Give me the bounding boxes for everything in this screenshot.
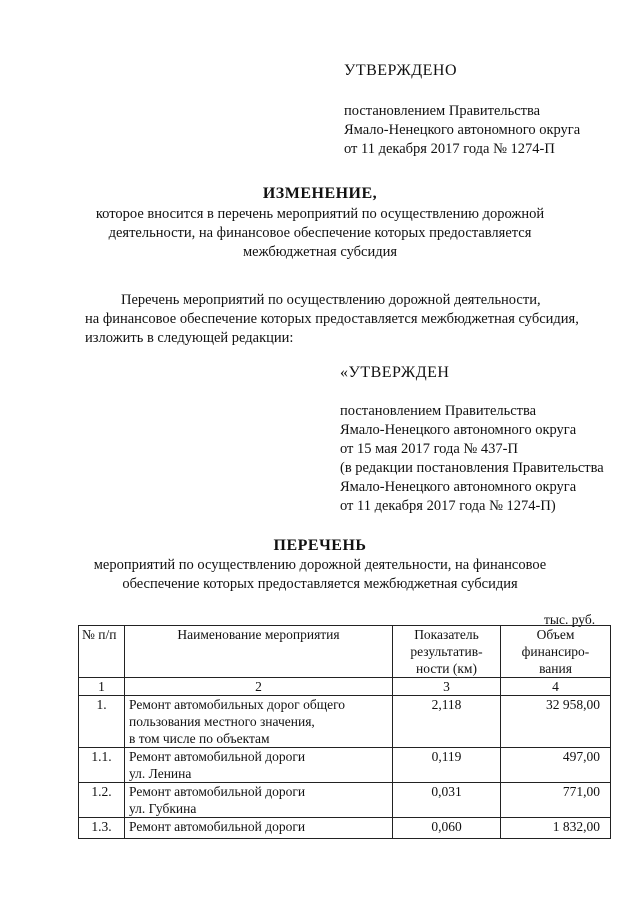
column-number-row (79, 678, 611, 696)
approved2-line: от 15 мая 2017 года № 437-П (340, 441, 518, 457)
table-unit-caption: тыс. руб. (544, 612, 596, 627)
header-indicator (393, 626, 501, 678)
change-subtitle-line: которое вносится в перечень мероприятий по осуществлению дорожной (95, 206, 545, 222)
row-name (125, 783, 393, 818)
row-volume: 771,00 (501, 783, 611, 818)
row-name-line: Ремонт автомобильных дорог общего (129, 697, 346, 712)
row-name-line: в том числе по объектам (129, 731, 270, 746)
column-number: 3 (393, 678, 501, 696)
header-indicator-line: результатив- (410, 644, 483, 659)
column-number: 2 (125, 678, 393, 696)
change-subtitle-line: межбюджетная субсидия (242, 244, 398, 260)
row-name-line: пользования местного значения, (129, 714, 315, 729)
table-row (79, 696, 611, 748)
list-title: ПЕРЕЧЕНЬ (273, 537, 367, 554)
approved2-line: постановлением Правительства (340, 403, 537, 419)
row-num: 1.1. (79, 748, 125, 783)
paragraph-line: на финансовое обеспечение которых предоставляется межбюджетная субсидия, (85, 311, 579, 327)
table-row (79, 748, 611, 783)
approved2-line: от 11 декабря 2017 года № 1274-П) (340, 498, 556, 514)
header-volume-line: Объем (536, 627, 575, 642)
approved2-line: Ямало-Ненецкого автономного округа (340, 479, 577, 495)
approved-title: УТВЕРЖДЕНО (344, 62, 458, 79)
row-indicator: 0,060 (393, 818, 501, 839)
approved2-line: (в редакции постановления Правительства (340, 460, 604, 476)
header-indicator-line: Показатель (414, 627, 479, 642)
header-volume-line: финансиро- (521, 644, 590, 659)
header-name: Наименование мероприятия (125, 626, 393, 678)
row-name-line: Ремонт автомобильной дороги (129, 819, 306, 834)
paragraph-line: изложить в следующей редакции: (85, 330, 294, 346)
row-indicator: 0,031 (393, 783, 501, 818)
table-row (79, 818, 611, 839)
list-subtitle-line: мероприятий по осуществлению дорожной деятельности, на финансовое (93, 557, 547, 573)
header-indicator-line: ности (км) (416, 661, 477, 676)
row-volume: 1 832,00 (501, 818, 611, 839)
column-number: 1 (79, 678, 125, 696)
row-name-line: Ремонт автомобильной дороги (129, 749, 306, 764)
approved2-title: «УТВЕРЖДЕН (340, 364, 450, 381)
row-name-line: ул. Губкина (129, 801, 197, 816)
column-number: 4 (501, 678, 611, 696)
change-title: ИЗМЕНЕНИЕ, (262, 185, 378, 202)
measures-table (78, 625, 611, 839)
row-num: 1. (79, 696, 125, 748)
header-volume-line: вания (539, 661, 572, 676)
row-num: 1.3. (79, 818, 125, 839)
table-header-row (79, 626, 611, 678)
row-name-line: ул. Ленина (129, 766, 192, 781)
row-indicator: 0,119 (393, 748, 501, 783)
row-num: 1.2. (79, 783, 125, 818)
change-subtitle-line: деятельности, на финансовое обеспечение которых предоставляется (108, 225, 532, 241)
row-name (125, 748, 393, 783)
row-name (125, 696, 393, 748)
paragraph-line: Перечень мероприятий по осуществлению дорожной деятельности, (121, 292, 541, 308)
table-row (79, 783, 611, 818)
row-indicator: 2,118 (393, 696, 501, 748)
row-name (125, 818, 393, 839)
approved-line: от 11 декабря 2017 года № 1274-П (344, 141, 555, 157)
list-subtitle-line: обеспечение которых предоставляется межбюджетная субсидия (122, 576, 518, 592)
row-volume: 497,00 (501, 748, 611, 783)
approved-line: Ямало-Ненецкого автономного округа (344, 122, 581, 138)
row-name-line: Ремонт автомобильной дороги (129, 784, 306, 799)
row-volume: 32 958,00 (501, 696, 611, 748)
approved2-line: Ямало-Ненецкого автономного округа (340, 422, 577, 438)
approved-line: постановлением Правительства (344, 103, 541, 119)
header-num: № п/п (79, 626, 125, 678)
header-volume (501, 626, 611, 678)
